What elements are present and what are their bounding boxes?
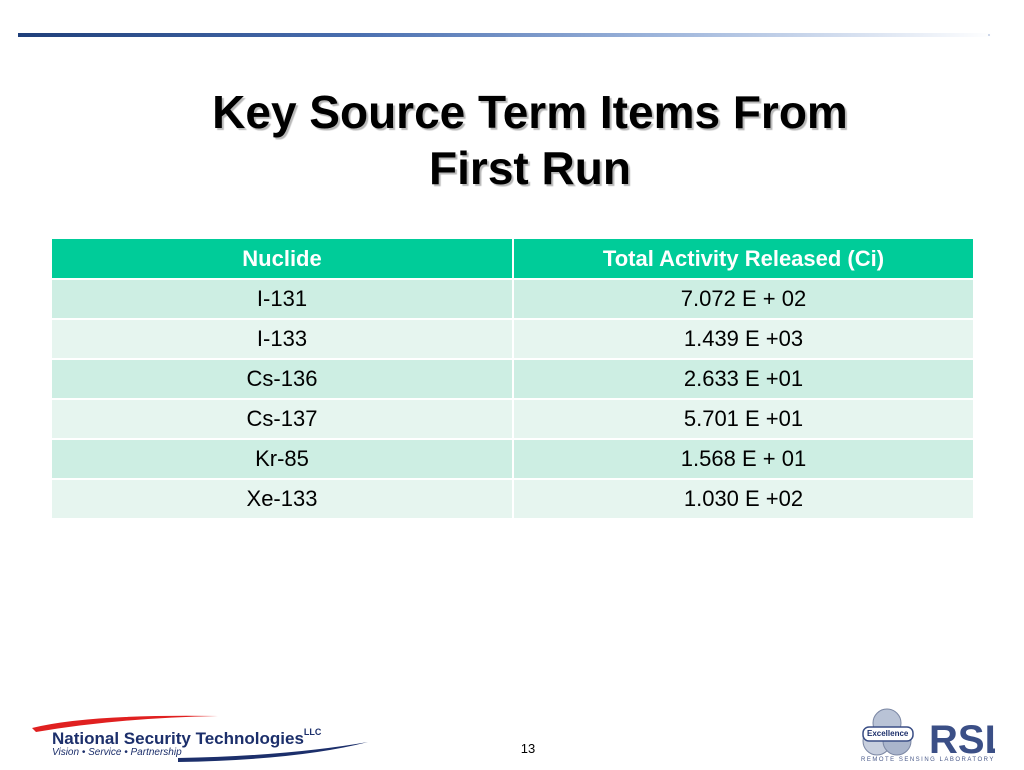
nuclide-cell: Kr-85 <box>52 440 514 480</box>
header-nuclide: Nuclide <box>52 239 514 280</box>
nst-company-name: National Security Technologies <box>52 729 304 748</box>
nuclide-cell: Cs-137 <box>52 400 514 440</box>
corner-mark <box>988 34 990 36</box>
slide-title-line-2: First Run <box>429 142 631 194</box>
rsl-excellence-label: Excellence <box>867 729 909 738</box>
svg-text:RSL: RS <box>929 718 985 762</box>
activity-cell: 1.568 E + 01 <box>514 440 973 480</box>
slide-title-line-1: Key Source Term Items From <box>212 86 848 138</box>
activity-cell: 2.633 E +01 <box>514 360 973 400</box>
table-row <box>52 320 973 360</box>
top-divider-rule <box>18 33 993 37</box>
table-row <box>52 360 973 400</box>
nuclide-cell: Xe-133 <box>52 480 514 520</box>
nuclide-cell: Cs-136 <box>52 360 514 400</box>
activity-cell: 7.072 E + 02 <box>514 280 973 320</box>
header-total-activity: Total Activity Released (Ci) <box>514 239 973 280</box>
slide-title <box>90 84 970 196</box>
activity-cell: 1.439 E +03 <box>514 320 973 360</box>
nuclide-cell: I-131 <box>52 280 514 320</box>
nst-logo <box>28 712 373 762</box>
activity-cell: 1.030 E +02 <box>514 480 973 520</box>
rsl-logo <box>855 703 995 765</box>
nst-llc-mark: LLC <box>303 727 322 737</box>
page-number: 13 <box>520 741 536 756</box>
table-row <box>52 280 973 320</box>
rsl-subtitle: REMOTE SENSING LABORATORY <box>861 757 995 763</box>
table-row <box>52 440 973 480</box>
nst-tagline: Vision • Service • Partnership <box>52 747 182 758</box>
table-header-row <box>52 239 973 280</box>
table-row <box>52 480 973 520</box>
table-row <box>52 400 973 440</box>
source-term-table <box>52 239 973 520</box>
nuclide-cell: I-133 <box>52 320 514 360</box>
activity-cell: 5.701 E +01 <box>514 400 973 440</box>
